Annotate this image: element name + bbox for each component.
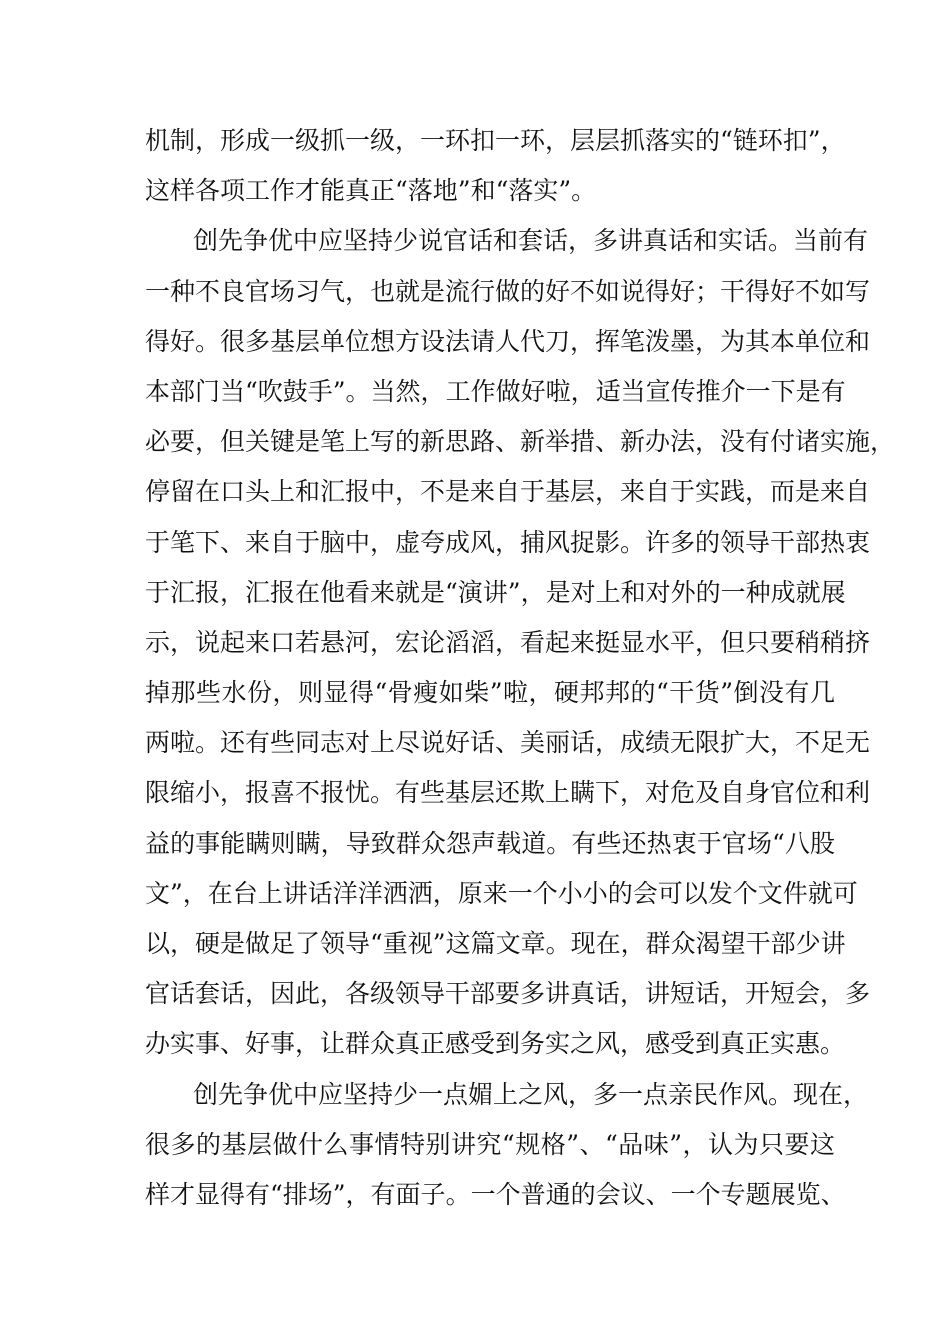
text-line: 很多的基层做什么事情特别讲究“规格”、“品味”，认为只要这 (145, 1129, 835, 1159)
text-line: 文”，在台上讲话洋洋洒洒，原来一个小小的会可以发个文件就可 (145, 878, 858, 908)
text-line: 于汇报，汇报在他看来就是“演讲”，是对上和对外的一种成就展 (145, 577, 846, 607)
text-line: 办实事、好事，让群众真正感受到务实之风，感受到真正实惠。 (145, 1029, 846, 1059)
text-line: 益的事能瞒则瞒，导致群众怨声载道。有些还热衷于官场“八股 (145, 828, 835, 858)
text-line: 于笔下、来自于脑中，虚夸成风，捕风捉影。许多的领导干部热衷 (145, 527, 871, 557)
text-line: 必要，但关键是笔上写的新思路、新举措、新办法，没有付诸实施， (145, 427, 896, 457)
text-line: 一种不良官场习气，也就是流行做的好不如说得好；干得好不如写 (145, 276, 871, 306)
text-line: 官话套话，因此，各级领导干部要多讲真话，讲短话，开短会，多 (145, 979, 871, 1009)
text-line: 这样各项工作才能真正“落地”和“落实”。 (145, 176, 597, 206)
paragraph-first-line: 创先争优中应坚持少一点媚上之风，多一点亲民作风。现在， (193, 1079, 869, 1109)
text-line: 以，硬是做足了领导“重视”这篇文章。现在，群众渴望干部少讲 (145, 929, 846, 958)
text-line: 限缩小，报喜不报忧。有些基层还欺上瞒下，对危及自身官位和利 (145, 778, 871, 808)
text-line: 机制，形成一级抓一级，一环扣一环，层层抓落实的“链环扣”， (145, 126, 846, 155)
text-line: 得好。很多基层单位想方设法请人代刀，挥笔泼墨，为其本单位和 (145, 326, 871, 356)
body-text (145, 126, 896, 1232)
paragraph-first-line: 创先争优中应坚持少说官话和套话，多讲真话和实话。当前有 (193, 226, 869, 256)
text-line: 示，说起来口若悬河，宏论滔滔，看起来挺显水平，但只要稍稍挤 (145, 627, 871, 657)
text-line: 停留在口头上和汇报中，不是来自于基层，来自于实践，而是来自 (145, 477, 871, 507)
text-line: 掉那些水份，则显得“骨瘦如柴”啦，硬邦邦的“干货”倒没有几 (145, 678, 835, 708)
text-line: 样才显得有“排场”，有面子。一个普通的会议、一个专题展览、 (145, 1179, 846, 1209)
text-line: 本部门当“吹鼓手”。当然，工作做好啦，适当宣传推介一下是有 (145, 376, 846, 406)
text-line: 两啦。还有些同志对上尽说好话、美丽话，成绩无限扩大，不足无 (145, 728, 871, 758)
